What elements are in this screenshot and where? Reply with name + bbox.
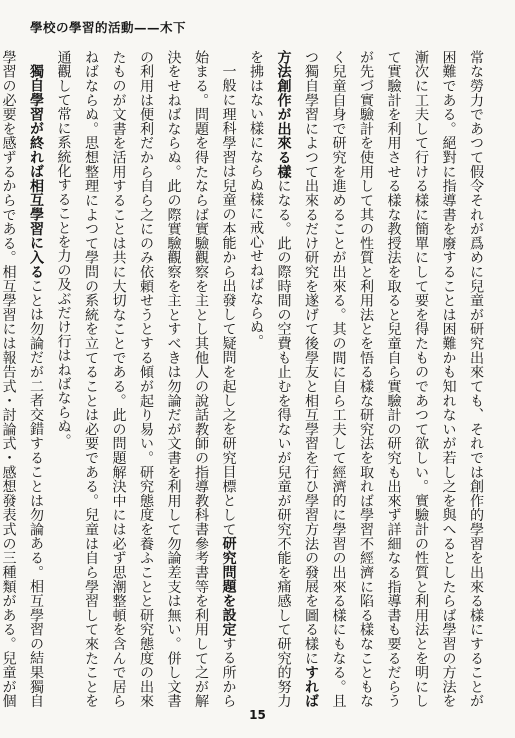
paragraph-1 <box>242 50 490 708</box>
paragraph-3 <box>0 50 49 708</box>
body-text <box>0 50 489 709</box>
emphasis-text: 研究問題を設定 <box>220 536 237 637</box>
text-run: になる。此の際時間の空費も止むを得ないが兒童が研究不能を痛感して研究的努力を拂はない樣にならぬ樣に戒心せねばならぬ。 <box>248 50 292 708</box>
text-run: 一般に理科學習は兒童の本能から出發して疑問を起し之を研究目標として <box>220 64 237 537</box>
text-run: ことは勿論だが二者交錯することは勿論ある。相互學習の結果獨自學習の必要を感ずるからである。相互學習には報告式・討論式・感想發表式の三種類がある。兒童が個 <box>0 50 44 709</box>
emphasis-text: 獨自學習が終れば相互學習に入る <box>28 64 44 279</box>
text-run: 常な勞力であつて假令それが爲めに兒童が研究出來ても、それでは創作的學習を出來る樣にすることが困難である。絕對に指導書を廢することは困難かも知れないが若し之を與へるとしたらば學習の方法を漸次に工夫して行ける樣に簡單にして要を得たものであつて欲しい。實驗計の性質と利用法とを明にして實驗計を利用させる樣な教授法を取ると兒童自ら實驗計の研究も出來ず詳細なる指導書も要るだらうが先づ實驗計を使用して其の性質と利用法とを悟る樣な研究法を取れば學習不經濟に陷る樣なこともなく兒童自身で研究を進めることが出來る。其の間に自ら工夫して經濟的に學習の出來る樣にもなる。且つ獨自學習によつて出來るだけ研究を遂げて後學友と相互學習を行ひ學習方法の發展を圖る樣に <box>303 50 484 708</box>
text-run: する所から始まる。問題を得たならば實驗觀察を主とし其他人の說話教師の指導教科書參考書等を利用して之が解決をせねばならぬ。此の際實驗觀察を主とすべきは勿論だが文書を利用して勿論差支は無い。併し文書の利用は便利だから自ら之にのみ依頼せうとする傾が起り易い。研究態度を養ふことと研究態度の出來たものが文書を活用することは共に大切なことである。此の問題解決中には必ず思潮整頓を含んで居らねばならぬ。思想整理によつて學問の系統を立てることは必要である。兒童は自ら學習して來たことを通觀して常に系統化することを力の及ぶだけ行はねばならぬ。 <box>55 50 237 709</box>
emphasis-text: すれば方法創作が出來る樣 <box>275 50 319 708</box>
page-number: 15 <box>249 708 266 722</box>
paragraph-2 <box>49 50 242 708</box>
running-header: 學校の學習的活動——木下 <box>30 20 187 35</box>
